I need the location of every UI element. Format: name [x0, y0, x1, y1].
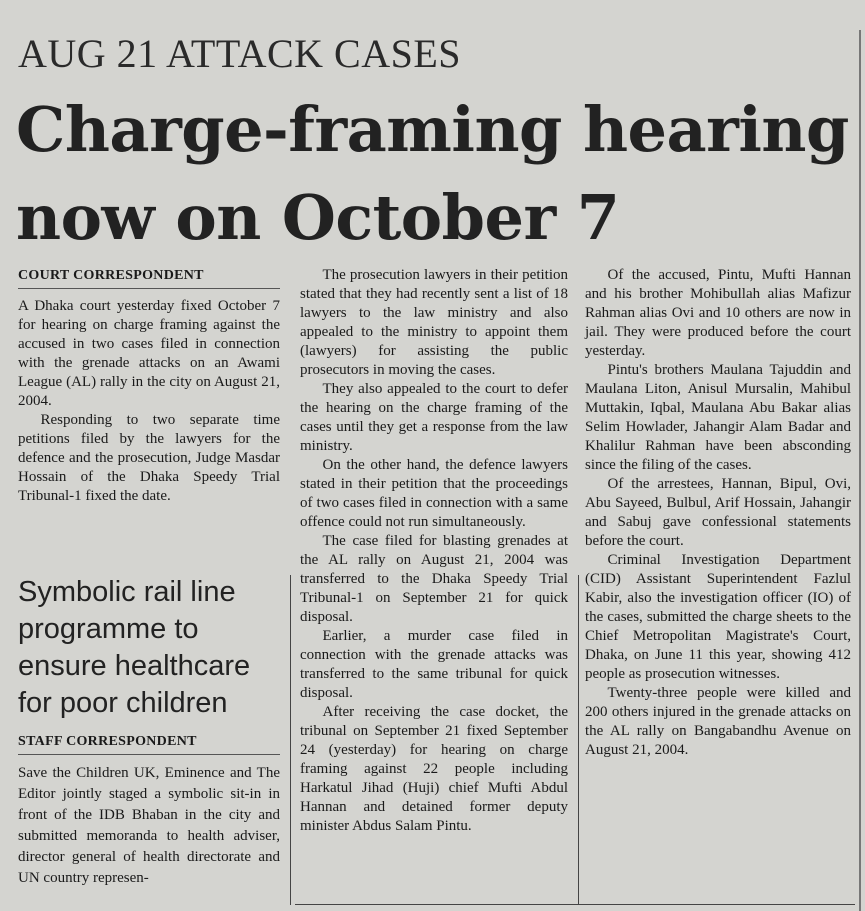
article-column-1	[18, 268, 280, 506]
kicker: AUG 21 ATTACK CASES	[18, 31, 462, 76]
article-column-2	[300, 266, 568, 836]
paragraph: Pintu's brothers Maulana Tajuddin and Maulana Liton, Anisul Mursalin, Mahibul Muttakin, Iqbal, Maulana Abu Bakar alias Selim Howlader, Jahangir Alam Badar and Khalilur Rahman have been absconding since the filing of the cases.	[585, 362, 851, 473]
paragraph: Of the arrestees, Hannan, Bipul, Ovi, Abu Sayeed, Bulbul, Arif Hossain, Jahangir and Sabuj gave confessional statements before the court.	[585, 476, 851, 549]
column-divider	[578, 575, 579, 905]
column-divider	[290, 575, 291, 905]
paragraph: On the other hand, the defence lawyers stated in their petition that the proceedings of two cases filed in connection with a same offence could not run simultaneously.	[300, 457, 568, 530]
second-story-headline: Symbolic rail line programme to ensure healthcare for poor children	[18, 576, 251, 719]
paragraph: Responding to two separate time petitions filed by the lawyers for the defence and the prosecution, Judge Masdar Hossain of the Dhaka Speedy Trial Tribunal-1 fixed the date.	[18, 412, 280, 504]
paragraph: Earlier, a murder case filed in connection with the grenade attacks was transferred to the same tribunal for quick disposal.	[300, 628, 568, 701]
byline: COURT CORRESPONDENT	[18, 268, 280, 289]
paragraph: The case filed for blasting grenades at the AL rally on August 21, 2004 was transferred to the Dhaka Speedy Trial Tribunal-1 on September 21 for quick disposal.	[300, 533, 568, 625]
page-edge-divider	[859, 30, 861, 911]
paragraph: After receiving the case docket, the tribunal on September 21 fixed September 24 (yesterday) for hearing on charge framing against 22 people including Harkatul Jihad (Huji) chief Mufti Abdul Hannan and detained former deputy minister Abdus Salam Pintu.	[300, 704, 568, 834]
second-story-paragraph: Save the Children UK, Eminence and The Editor jointly staged a symbolic sit-in in front of the IDB Bhaban in the city and submitted memoranda to health adviser, director general of health directorate and UN country represen-	[18, 765, 280, 886]
paragraph: They also appealed to the court to defer the hearing on the charge framing of the cases until they get a response from the law ministry.	[300, 381, 568, 454]
paragraph: Of the accused, Pintu, Mufti Hannan and his brother Mohibullah alias Mafizur Rahman alias Ovi and 10 others are now in jail. They were produced before the court yesterday.	[585, 267, 851, 359]
second-story-byline: STAFF CORRESPONDENT	[18, 734, 280, 755]
article-column-3	[585, 266, 851, 760]
paragraph: Criminal Investigation Department (CID) Assistant Superintendent Fazlul Kabir, also the investigation officer (IO) of the cases, submitted the charge sheets to the Chief Metropolitan Magistrate's Court, Dhaka, on June 11 this year, showing 412 people as prosecution witnesses.	[585, 552, 851, 682]
bottom-divider	[295, 904, 855, 905]
second-story-column	[18, 734, 280, 889]
paragraph: Twenty-three people were killed and 200 others injured in the grenade attacks on the AL rally on Bangabandhu Avenue on August 21, 2004.	[585, 685, 851, 758]
paragraph: The prosecution lawyers in their petition stated that they had recently sent a list of 18 lawyers to the law ministry and also appealed to the ministry to appoint them (lawyers) for assisting the public prosecutors in moving the cases.	[300, 267, 568, 378]
paragraph: A Dhaka court yesterday fixed October 7 for hearing on charge framing against the accused in two cases filed in connection with the grenade attacks on an Awami League (AL) rally in the city on August 21, 2004.	[18, 298, 280, 409]
headline: Charge-framing hearing now on October 7	[16, 93, 849, 254]
